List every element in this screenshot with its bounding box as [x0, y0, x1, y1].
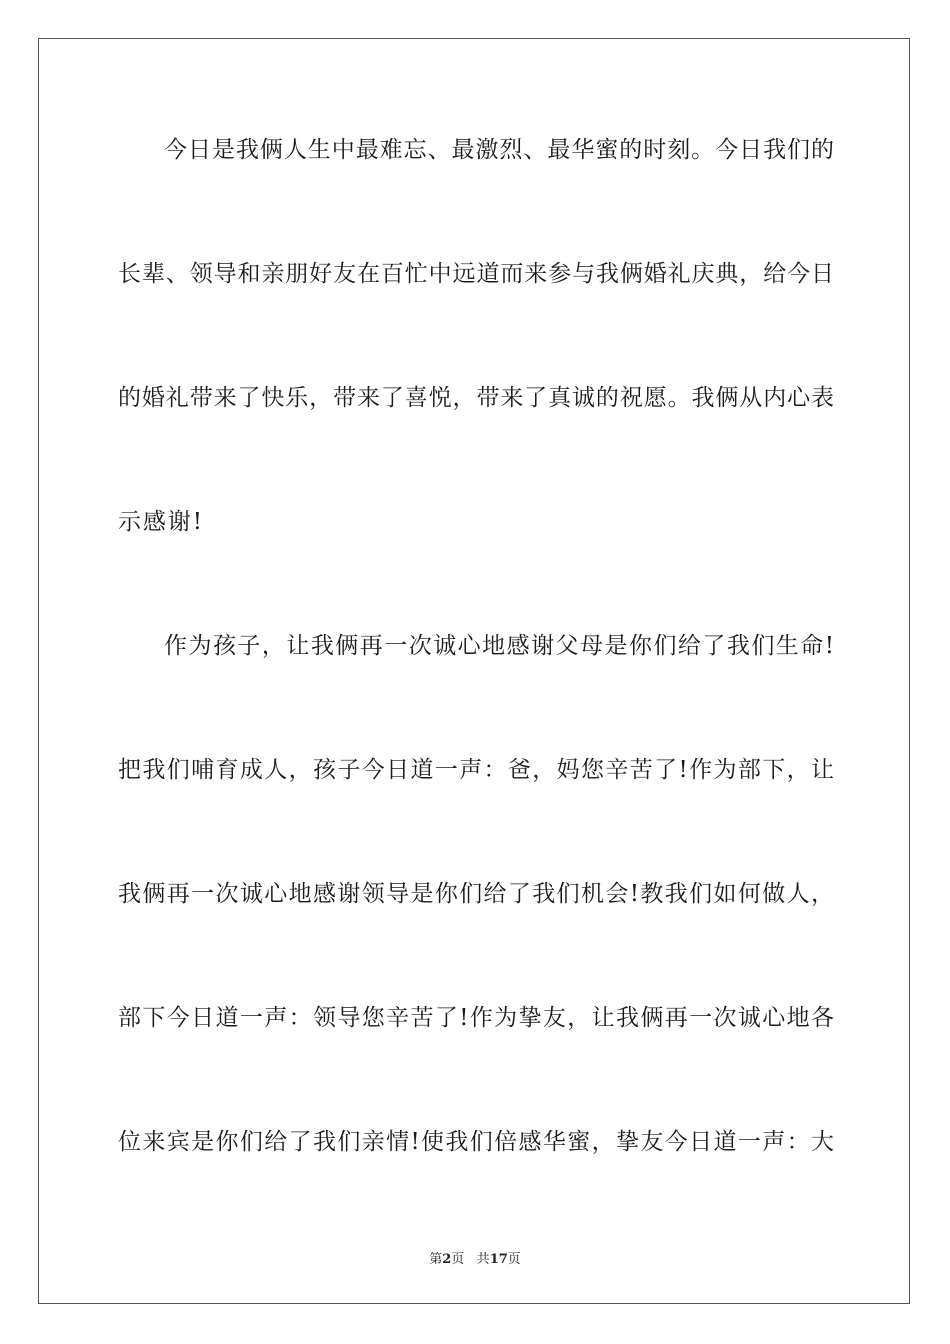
text-line: 今日是我俩人生中最难忘、最激烈、最华蜜的时刻。今日我们的 — [164, 137, 834, 163]
total-prefix: 共 — [476, 1252, 490, 1267]
text-line: 位来宾是你们给了我们亲情!使我们倍感华蜜，挚友今日道一声：大 — [118, 1129, 834, 1155]
text-line: 长辈、领导和亲朋好友在百忙中远道而来参与我俩婚礼庆典，给今日 — [118, 261, 834, 287]
total-suffix: 页 — [507, 1252, 521, 1267]
page-border — [38, 38, 910, 1304]
page-footer — [0, 1248, 950, 1267]
page-suffix: 页 — [451, 1252, 465, 1267]
text-line: 把我们哺育成人，孩子今日道一声：爸，妈您辛苦了!作为部下，让 — [118, 757, 834, 783]
text-line: 的婚礼带来了快乐，带来了喜悦，带来了真诚的祝愿。我俩从内心表 — [118, 385, 834, 411]
page-number: 2 — [442, 1252, 452, 1267]
total-pages: 17 — [489, 1252, 508, 1267]
text-line: 我俩再一次诚心地感谢领导是你们给了我们机会!教我们如何做人， — [118, 881, 834, 907]
text-line: 部下今日道一声：领导您辛苦了!作为挚友，让我俩再一次诚心地各 — [118, 1005, 834, 1031]
page-prefix: 第 — [429, 1252, 443, 1267]
text-line: 示感谢! — [118, 509, 204, 535]
text-line: 作为孩子，让我俩再一次诚心地感谢父母是你们给了我们生命! — [164, 633, 834, 659]
